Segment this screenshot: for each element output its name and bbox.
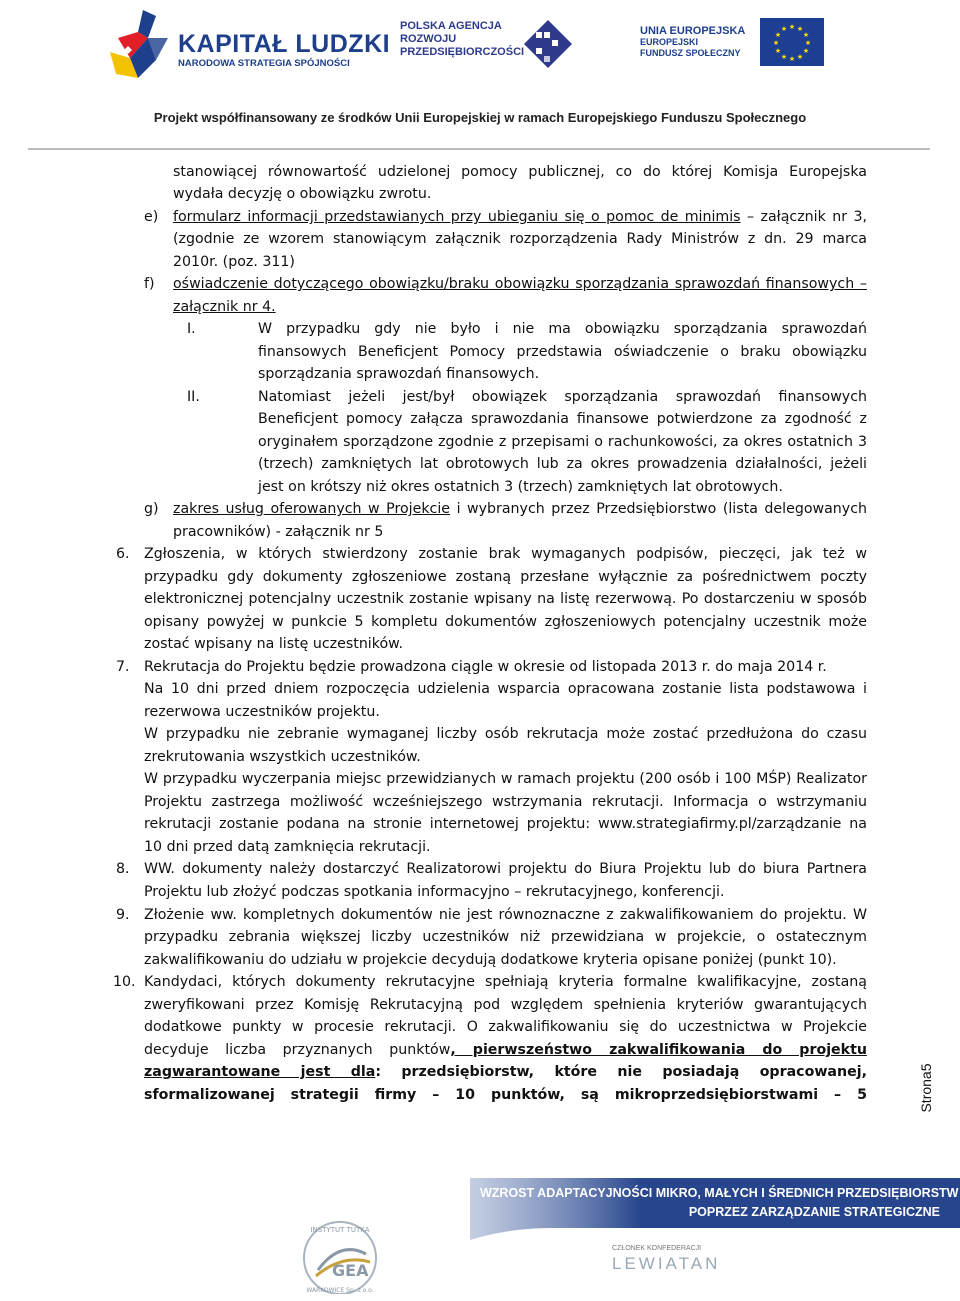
parp-logo [400, 20, 590, 80]
parp-name: POLSKA AGENCJA ROZWOJU PRZEDSIĘBIORCZOŚCI [400, 20, 525, 58]
kapital-ludzki-logo [108, 8, 391, 88]
svg-text:★: ★ [788, 55, 796, 63]
text-line: elektronicznej potencjalny uczestnik zostanie wpisany na listę rezerwową. Po dostarczeniu w sposób [144, 591, 867, 607]
lewiatan-logo [610, 1245, 720, 1275]
text-line [173, 498, 867, 520]
text-line: finansowych Beneficjent Pomocy przedstawia oświadczenie o braku obowiązku [258, 344, 867, 360]
text-line: WW. dokumenty należy dostarczyć Realizatorowi projektu do Biura Projektu lub do biura Partnera [144, 861, 867, 877]
gea-name: GEA [332, 1261, 369, 1280]
banner-line2: POPRZEZ ZARZĄDZANIE STRATEGICZNE [688, 1205, 940, 1219]
kapital-ludzki-emblem-icon [108, 8, 178, 88]
list-marker-f: f) [144, 276, 155, 292]
bold-text: : przedsiębiorstw, które nie posiadają opracowanej, [375, 1064, 867, 1080]
text-line: (trzech) zamkniętych lat obrotowych lub za okres prowadzenia działalności, jeżeli [258, 456, 867, 472]
text-line: zweryfikowani przez Komisję Rekrutacyjną pod względem spełnienia kryteriów gwarantujących [144, 997, 867, 1013]
eu-line1: UNIA EUROPEJSKA [640, 25, 746, 37]
text-line: (zgodnie ze wzorem stanowiącym załącznik rozporządzenia Rady Ministrów z dn. 29 marca [173, 231, 867, 247]
eu-flag-icon [760, 18, 824, 66]
svg-text:★: ★ [788, 23, 796, 31]
text-line [144, 1039, 867, 1061]
list-marker-ii: II. [187, 389, 200, 405]
text-line: W przypadku nie zebranie wymaganej liczby osób rekrutacja może zostać przedłużona do czasu [144, 726, 867, 742]
text-line [173, 206, 867, 228]
lewiatan-caption: CZŁONEK KONFEDERACJI [612, 1245, 702, 1252]
text-line: dodatkowe punkty w procesie rekrutacji. O zakwalifikowaniu się do uczestnictwa w Projekcie [144, 1019, 867, 1035]
svg-text:★: ★ [804, 39, 812, 47]
banner-line1: WZROST ADAPTACYJNOŚCI MIKRO, MAŁYCH I ŚREDNICH PRZEDSIĘBIORSTW [480, 1186, 959, 1200]
project-funding-line: Projekt współfinansowany ze środków Unii Europejskiej w ramach Europejskiego Funduszu Społecznego [153, 110, 807, 125]
text-line: Zgłoszenia, w których stwierdzony zostanie brak wymaganych podpisów, pieczęci, jak też w [144, 546, 867, 562]
gea-subtext: WARKOWICE Sp. z o.o. [306, 1287, 374, 1294]
text-line: wydała decyzję o obowiązku zwrotu. [173, 186, 432, 202]
text-line: załącznik nr 4. [173, 299, 276, 315]
eu-logo [640, 12, 825, 72]
svg-text:★: ★ [796, 25, 804, 33]
svg-text:★: ★ [780, 25, 788, 33]
text-line: W przypadku wyczerpania miejsc przewidzianych w ramach projektu (200 osób i 100 MŚP) Realizator [144, 771, 867, 787]
text-line: przypadku gdy dokumenty zgłoszeniowe zostaną przesłane wyłącznie za pośrednictwem poczty [144, 569, 867, 585]
text-span: decyduje liczba przyznanych punktów [144, 1042, 451, 1058]
list-number-6: 6. [116, 546, 130, 562]
svg-text:★: ★ [774, 31, 782, 39]
text-line: zakwalifikowaniu do udziału w projekcie decydują dodatkowe kryteria opisane poniżej (punkt 10). [144, 952, 837, 968]
eu-text [640, 26, 745, 59]
text-span: i wybranych przez Przedsiębiorstwo (lista delegowanych [450, 501, 867, 517]
page-number-text: Strona5 [918, 1063, 934, 1113]
svg-text:★: ★ [772, 39, 780, 47]
text-line: oświadczenie dotyczącego obowiązku/braku obowiązku sporządzania sprawozdań finansowych – [173, 276, 867, 292]
svg-text:★: ★ [774, 47, 782, 55]
gea-logo [280, 1210, 400, 1294]
text-line: Kandydaci, których dokumenty rekrutacyjne spełniają kryteria formalne kwalifikacyjne, zostaną [144, 974, 867, 990]
text-line: sformalizowanej strategii firmy – 10 punktów, są mikroprzedsiębiorstwami – 5 [144, 1087, 867, 1103]
text-line: Złożenie ww. kompletnych dokumentów nie jest równoznaczne z zakwalifikowaniem do projektu. W [144, 907, 867, 923]
text-line: 2010r. (poz. 311) [173, 254, 295, 270]
text-line: sporządzania sprawozdań finansowych. [258, 366, 540, 382]
text-line: Beneficjent pomocy załącza sprawozdania finansowe potwierdzone za zgodność z [258, 411, 867, 427]
text-line: rezerwowa uczestników projektu. [144, 704, 380, 720]
parp-emblem-icon [516, 18, 580, 80]
text-line: przypadku zebrania większej liczby uczestników niż przewidziana w projekcie, o ostatecznym [144, 929, 867, 945]
footer-project-banner [470, 1170, 960, 1248]
kapital-ludzki-title: KAPITAŁ LUDZKI [178, 30, 391, 58]
page-number-label [896, 1060, 956, 1120]
text-line: jest on krótszy niż okres ostatnich 3 (trzech) zamkniętych lat obrotowych. [258, 479, 783, 495]
underlined-text: zakres usług oferowanych w Projekcie [173, 501, 451, 517]
svg-text:★: ★ [796, 53, 804, 61]
list-marker-e: e) [144, 209, 159, 225]
text-line: Projektu lub złożyć podczas spotkania informacyjno – rekrutacyjnego, konferencji. [144, 884, 725, 900]
text-line: zostać wpisany na listę uczestników. [144, 636, 403, 652]
bold-underlined-text: , pierwszeństwo zakwalifikowania do projektu [450, 1042, 867, 1058]
list-number-9: 9. [116, 907, 130, 923]
svg-text:★: ★ [802, 47, 810, 55]
text-line: 10 dni przed datą zamknięcia rekrutacji. [144, 839, 431, 855]
text-line: Natomiast jeżeli jest/był obowiązek sporządzania sprawozdań finansowych [258, 389, 867, 405]
text-line: oryginałem sporządzone zgodnie z przepisami o rachunkowości, za okres ostatnich 3 [258, 434, 867, 450]
text-line: rekrutacji zostanie podana na stronie internetowej projektu: www.strategiafirmy.pl/zarządzanie na [144, 816, 867, 832]
gea-emblem-icon [280, 1210, 400, 1294]
bold-underlined-text: zagwarantowane jest dla [144, 1064, 376, 1080]
eu-line2: EUROPEJSKI [640, 37, 699, 47]
header-logos [0, 0, 960, 100]
kapital-ludzki-subtitle: NARODOWA STRATEGIA SPÓJNOŚCI [178, 58, 350, 69]
eu-line3: FUNDUSZ SPOŁECZNY [640, 48, 741, 58]
list-number-8: 8. [116, 861, 130, 877]
list-number-10: 10. [113, 974, 136, 990]
text-line: W przypadku gdy nie było i nie ma obowiązku sporządzania sprawozdań [258, 321, 867, 337]
gea-arc-text: INSTYTUT TUTKA [310, 1226, 370, 1234]
svg-text:★: ★ [802, 31, 810, 39]
text-line: Projektu zastrzega możliwość wcześniejszego wstrzymania rekrutacji. Informacja o wstrzymaniu [144, 794, 867, 810]
text-line [144, 1061, 867, 1083]
lewiatan-name: LEWIATAN [612, 1254, 721, 1273]
text-line: pracowników) - załącznik nr 5 [173, 524, 384, 540]
underlined-text: formularz informacji przedstawianych przy ubieganiu się o pomoc de minimis [173, 209, 741, 225]
header-divider [28, 148, 930, 150]
text-span: – załącznik nr 3, [740, 209, 867, 225]
svg-text:★: ★ [780, 53, 788, 61]
text-line: opisany powyżej w punkcie 5 kompletu dokumentów zgłoszeniowych potencjalny uczestnik może [144, 614, 867, 630]
text-line: Na 10 dni przed dniem rozpoczęcia udzielenia wsparcia opracowana zostanie lista podstawowa i [144, 681, 867, 697]
list-marker-g: g) [144, 501, 159, 517]
list-marker-i: I. [187, 321, 196, 337]
text-line: zrekrutowania wszystkich uczestników. [144, 749, 421, 765]
text-line: Rekrutacja do Projektu będzie prowadzona ciągle w okresie od listopada 2013 r. do maja 2014 r. [144, 659, 827, 675]
text-line: stanowiącej równowartość udzielonej pomocy publicznej, co do której Komisja Europejska [173, 164, 867, 180]
list-number-7: 7. [116, 659, 130, 675]
